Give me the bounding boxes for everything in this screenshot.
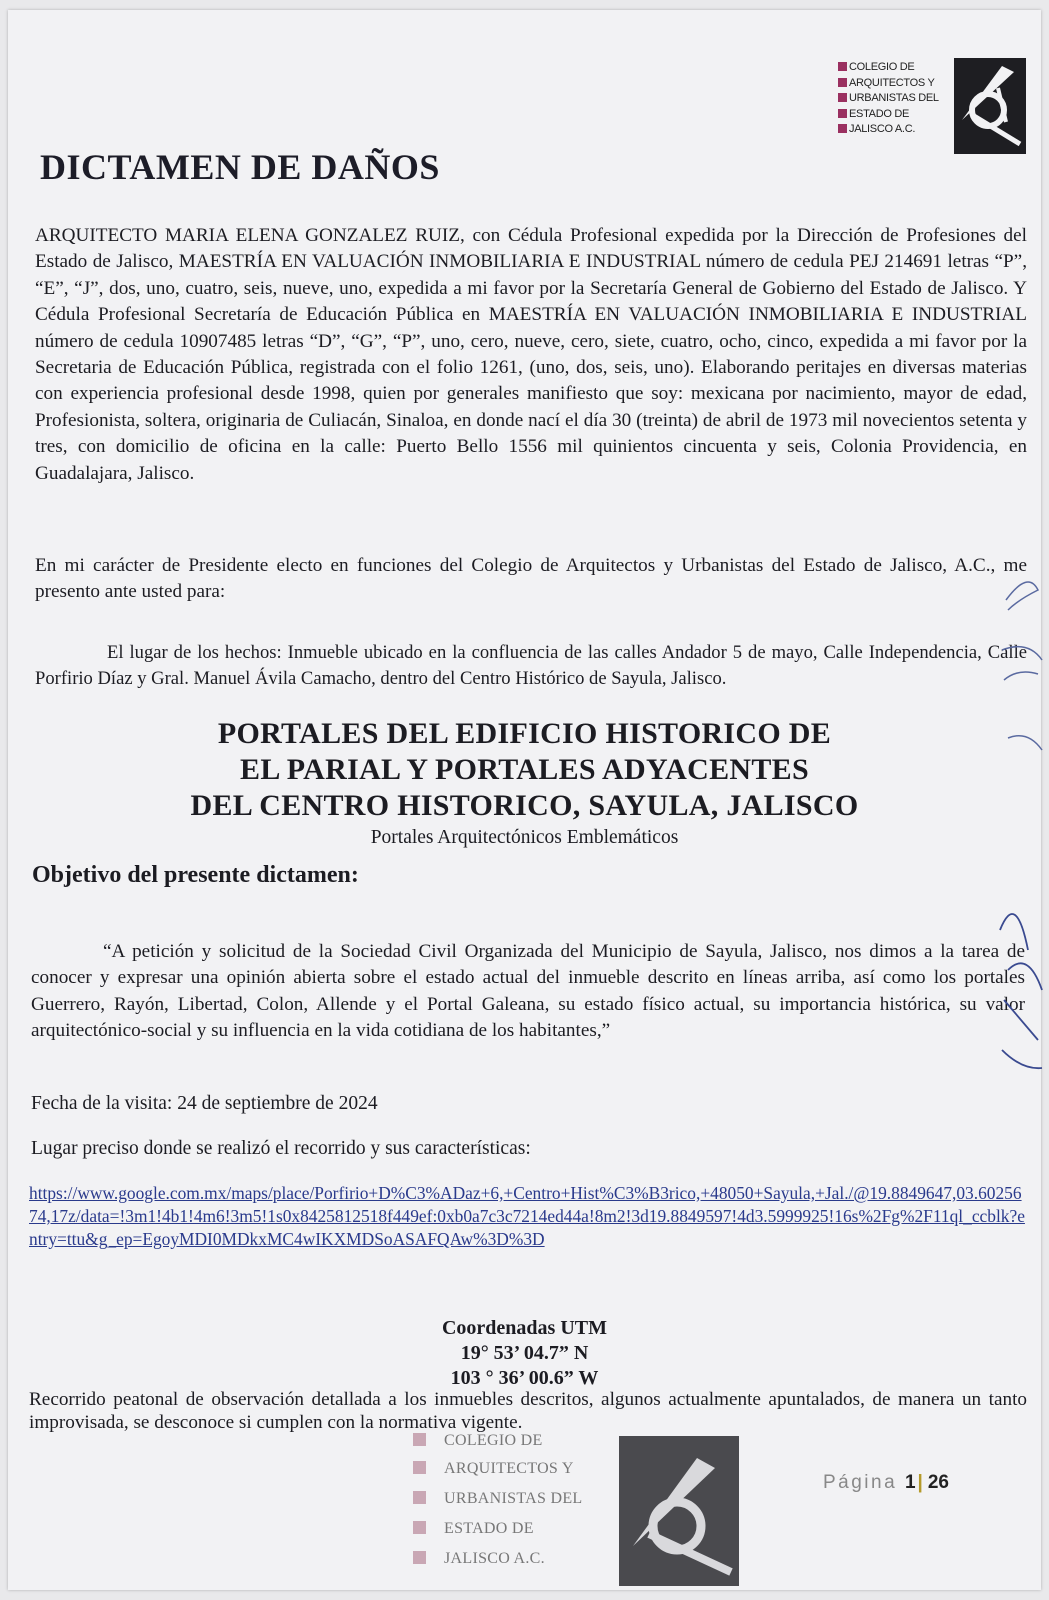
heading-subtitle: Portales Arquitectónicos Emblemáticos xyxy=(370,827,679,848)
footer-logo-line: ARQUITECTOS Y xyxy=(413,1460,574,1478)
heading-line: EL PARIAL Y PORTALES ADYACENTES xyxy=(240,753,809,786)
objective-title: Objetivo del presente dictamen: xyxy=(32,862,359,888)
heading-line: PORTALES DEL EDIFICIO HISTORICO DE xyxy=(217,717,832,750)
credentials-paragraph: ARQUITECTO MARIA ELENA GONZALEZ RUIZ, con Cédula Profesional expedida por la Dirección de Profesiones del Estado de Jalisco, MAESTRÍA EN VALUACIÓN INMOBILIARIA E INDUSTRIAL número de cedula PEJ 214691 letras “P”, “E”, “J”, dos, uno, cuatro, seis, nueve, uno, expedida a mi favor por la Secretaría General de Gobierno del Estado de Jalisco. Y Cédula Profesional Secretaría de Educación Pública en MAESTRÍA EN VALUACIÓN INMOBILIARIA E INDUSTRIAL número de cedula 10907485 letras “D”, “G”, “P”, uno, cero, nueve, cero, siete, cuatro, ocho, cinco, expedida a mi favor por la Secretaria de Educación Pública, registrada con el folio 1261, (uno, dos, seis, uno). Elaborando peritajes en diversas materias con experiencia profesional desde 1998, quien por generales manifiesto que soy: mexicana por nacimiento, mayor de edad, Profesionista, soltera, originaria de Culiacán, Sinaloa, en donde nací el día 30 (treinta) de abril de 1973 mil novecientos setenta y tres, con domicilio de oficina en la calle: Puerto Bello 1556 mil quinientos cincuenta y seis, Colonia Providencia, en Guadalajara, Jalisco. xyxy=(35,225,1027,484)
footer-logo-line: COLEGIO DE xyxy=(413,1432,543,1450)
footer-logo-line: JALISCO A.C. xyxy=(413,1550,545,1568)
page-total: 26 xyxy=(927,1472,949,1493)
visit-date: Fecha de la visita: 24 de septiembre de 2024 xyxy=(31,1093,378,1114)
institution-logo-icon xyxy=(954,58,1026,154)
page-number xyxy=(823,1472,949,1494)
logo-line: URBANISTAS DEL xyxy=(838,91,948,107)
page-separator: | xyxy=(917,1472,923,1493)
page-label: Página xyxy=(823,1472,898,1493)
logo-line: COLEGIO DE xyxy=(838,60,948,76)
logo-line: ESTADO DE xyxy=(838,107,948,123)
header-logo xyxy=(838,58,1024,158)
coordinates-lat: 19° 53’ 04.7” N xyxy=(460,1342,589,1364)
logo-line: ARQUITECTOS Y xyxy=(838,76,948,92)
logo-line: JALISCO A.C. xyxy=(838,122,948,138)
google-maps-link[interactable]: https://www.google.com.mx/maps/place/Porfirio+D%C3%ADaz+6,+Centro+Hist%C3%B3rico,+48050+Sayula,+Jal./@19.8849647,03.6025674,17z/data=!3m1!4b1!4m6!3m5!1s0x8425812518f449ef:0xb0a7c3c7214ed44a!8m2!3d19.8849597!4d3.5999925!16s%2Fg%2F11ql_ccblk?entry=ttu&g_ep=EgoyMDI0MDkxMC4wIKXMDSoASAFQAw%3D%3D xyxy=(29,1183,1025,1249)
margin-signature-marks xyxy=(998,570,1048,1090)
footer-logo xyxy=(413,1432,733,1596)
visit-place-label: Lugar preciso donde se realizó el recorrido y sus características: xyxy=(31,1138,531,1159)
objective-quote: “A petición y solicitud de la Sociedad Civil Organizada del Municipio de Sayula, Jalisco, nos dimos a la tarea de conocer y expresar una opinión abierta sobre el estado actual del inmueble descrito en líneas arriba, así como los portales Guerrero, Rayón, Libertad, Colon, Allende y el Portal Galeana, su estado físico actual, su importancia histórica, su valor arquitectónico-social y su influencia en la vida cotidiana de los habitantes,” xyxy=(31,941,1025,1042)
logo-text xyxy=(838,60,948,138)
footer-logo-line: URBANISTAS DEL xyxy=(413,1490,582,1508)
document-page xyxy=(8,10,1041,1590)
coordinates-lon: 103 ° 36’ 00.6” W xyxy=(450,1367,599,1389)
coordinates-title: Coordenadas UTM xyxy=(441,1317,607,1339)
page-current: 1 xyxy=(904,1472,916,1493)
heading-line: DEL CENTRO HISTORICO, SAYULA, JALISCO xyxy=(190,789,859,822)
document-title: DICTAMEN DE DAÑOS xyxy=(40,147,440,187)
utm-coordinates xyxy=(8,1316,1041,1391)
location-paragraph: El lugar de los hechos: Inmueble ubicado en la confluencia de las calles Andador 5 de mayo, Calle Independencia, Calle Porfirio Díaz y Gral. Manuel Ávila Camacho, dentro del Centro Histórico de Sayula, Jalisco. xyxy=(35,642,1027,690)
subject-heading xyxy=(8,716,1041,850)
institution-logo-icon xyxy=(619,1436,739,1586)
role-paragraph: En mi carácter de Presidente electo en funciones del Colegio de Arquitectos y Urbanistas del Estado de Jalisco, A.C., me presento ante usted para: xyxy=(35,555,1027,603)
footer-logo-line: ESTADO DE xyxy=(413,1520,534,1538)
route-description: Recorrido peatonal de observación detallada a los inmuebles descritos, algunos actualmente apuntalados, de manera un tanto improvisada, se desconoce si cumplen con la normativa vigente. xyxy=(29,1389,1027,1433)
